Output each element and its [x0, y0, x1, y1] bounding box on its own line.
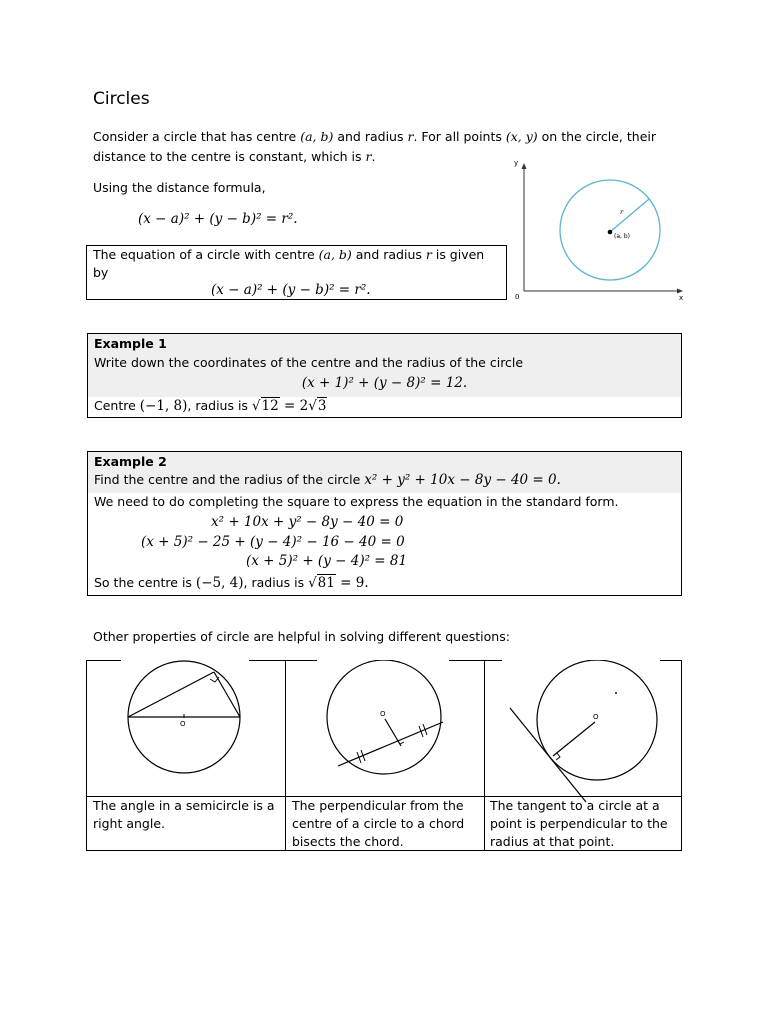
right-angle-marker-icon [556, 753, 560, 760]
intro-line-1 [93, 127, 673, 147]
property-line: The perpendicular from the [292, 798, 464, 813]
example-2-question-text: Find the centre and the radius of the circle [94, 472, 365, 487]
property-line: right angle. [93, 816, 165, 831]
x-axis-label: x [679, 294, 684, 302]
example-1-heading: Example 1 [94, 336, 167, 351]
example-1-answer-text: , radius is [187, 398, 252, 413]
tangent-diagram [510, 660, 657, 802]
example-2-answer [94, 575, 369, 591]
example-2-question-equation: x² + y² + 10x − 8y − 40 = 0. [364, 472, 561, 488]
example-2-step-3-text: (x + 5)² + (y − 4)² = 81 [246, 553, 408, 569]
example-2-question [94, 472, 561, 488]
intro-centre: (a, b) [300, 129, 334, 144]
circle-graph [508, 155, 688, 305]
example-1-box [87, 333, 682, 418]
intro-point: (x, y) [505, 129, 538, 144]
example-2-answer-radicand: 81 [317, 575, 335, 591]
definition-text: The equation of a circle with centre [93, 247, 319, 262]
example-1-answer-radicand-2: 3 [317, 398, 327, 414]
sqrt-sign-icon: √ [251, 398, 261, 414]
diagram-2-centre-label: O [380, 710, 386, 718]
property-line: The angle in a semicircle is a [93, 798, 275, 813]
example-2-heading: Example 2 [94, 454, 167, 469]
centre-label: (a, b) [614, 233, 630, 240]
distance-formula [138, 211, 298, 227]
radius-line [553, 722, 595, 756]
properties-intro: Other properties of circle are helpful in solving different questions: [93, 629, 510, 644]
intro-text: . For all points [413, 129, 506, 144]
definition-box [86, 245, 507, 300]
distance-intro: Using the distance formula, [93, 180, 266, 195]
definition-text: is given [431, 247, 485, 262]
property-2-text [292, 797, 480, 851]
property-line: bisects the chord. [292, 834, 404, 849]
definition-text: and radius [351, 247, 426, 262]
example-1-equation [88, 375, 681, 391]
example-2-step-1-text: x² + 10x + y² − 8y − 40 = 0 [211, 514, 404, 530]
property-3-text [490, 797, 678, 851]
property-1-text [93, 797, 281, 833]
speck-mark [615, 692, 616, 693]
definition-formula [211, 282, 371, 298]
page-title: Circles [93, 89, 150, 109]
example-2-answer-result: = 9. [335, 575, 369, 591]
example-2-step-2 [141, 534, 405, 550]
centre-point [608, 230, 613, 235]
example-2-box [87, 451, 682, 596]
distance-formula-text: (x − a)² + (y − b)² = r². [138, 211, 298, 227]
example-1-answer-radicand: 12 [261, 398, 279, 414]
diagram-1-centre-label: O [180, 720, 186, 728]
example-1-question: Write down the coordinates of the centre and the radius of the circle [94, 355, 524, 370]
property-line: point is perpendicular to the [490, 816, 668, 831]
properties-table [86, 660, 682, 851]
definition-radius: r [425, 247, 432, 262]
x-axis-arrow-icon [677, 289, 683, 294]
definition-formula-text: (x − a)² + (y − b)² = r². [211, 282, 371, 298]
intro-text: Consider a circle that has centre [93, 129, 301, 144]
tangent-line [510, 708, 586, 802]
intro-text: and radius [333, 129, 408, 144]
chord-line [128, 672, 214, 717]
example-1-answer-text: Centre [94, 398, 140, 413]
y-axis-arrow-icon [522, 163, 527, 169]
diagram-3-centre-label: O [593, 713, 599, 721]
radius-label: r [620, 208, 624, 216]
property-line: The tangent to a circle at a [490, 798, 660, 813]
example-2-answer-text: , radius is [243, 575, 309, 590]
sqrt-sign-icon: √ [308, 575, 317, 591]
example-2-explanation: We need to do completing the square to express the equation in the standard form. [94, 494, 619, 509]
example-1-answer-centre: (−1, 8) [139, 398, 188, 414]
intro-text: . [371, 149, 376, 164]
intro-radius: r [365, 149, 372, 164]
example-2-answer-text: So the centre is [94, 575, 196, 590]
y-axis-label: y [514, 159, 519, 167]
example-1-answer-equals: = 2 [279, 398, 309, 414]
radius-line [610, 199, 649, 232]
definition-line-1 [93, 247, 484, 262]
definition-centre: (a, b) [318, 247, 352, 262]
example-2-step-3 [246, 553, 407, 569]
intro-text: on the circle, their [537, 129, 656, 144]
property-line: centre of a circle to a chord [292, 816, 465, 831]
property-line: radius at that point. [490, 834, 615, 849]
intro-radius: r [407, 129, 414, 144]
example-1-equation-text: (x + 1)² + (y − 8)² = 12. [301, 375, 468, 391]
sqrt-sign-icon: √ [308, 398, 317, 414]
example-2-step-1 [211, 514, 403, 530]
definition-line-2: by [93, 265, 109, 280]
example-2-answer-centre: (−5, 4) [195, 575, 244, 591]
example-2-step-2-text: (x + 5)² − 25 + (y − 4)² − 16 − 40 = 0 [141, 534, 405, 550]
example-1-answer [94, 398, 327, 414]
intro-text: distance to the centre is constant, which is [93, 149, 366, 164]
origin-label: 0 [515, 293, 520, 301]
